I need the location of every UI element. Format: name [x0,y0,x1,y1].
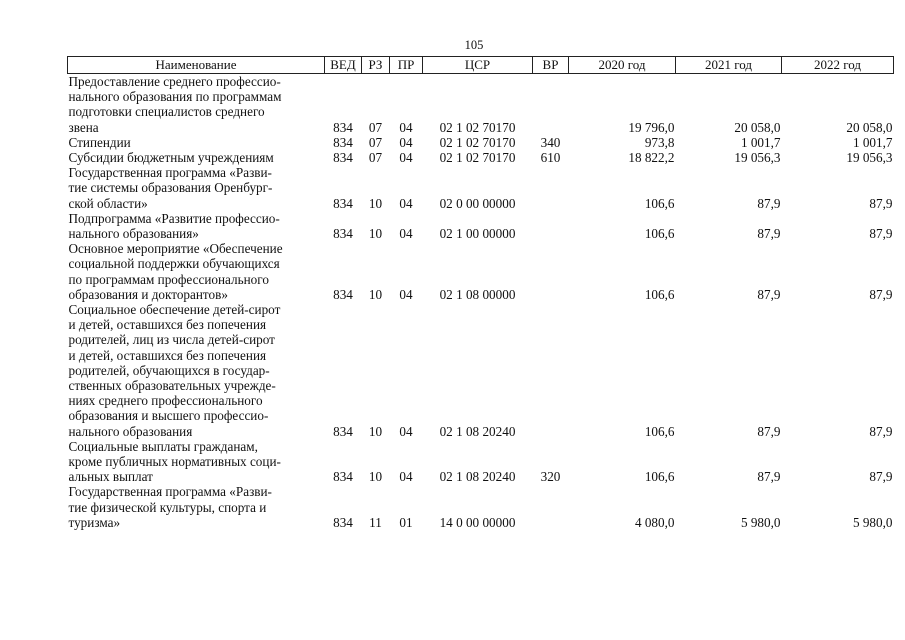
header-2021: 2021 год [676,57,782,74]
cell-rz: 07 [368,150,383,166]
table-row [68,165,894,211]
cell-ved: 834 [333,119,353,135]
cell-rz: 07 [368,134,383,150]
cell-2021: 1 001,7 [740,134,781,150]
name-line: Государственная программа «Разви- [68,484,272,500]
cell-vr: 320 [540,469,561,485]
cell-2022: 1 001,7 [852,134,893,150]
cell-2022: 5 980,0 [852,514,893,530]
cell-vr: 610 [540,150,561,166]
cell-vr [533,74,569,135]
cell-vr [533,211,569,241]
name-line: родителей, обучающихся в государ- [68,362,270,378]
cell-name [68,439,325,485]
cell-pr: 04 [399,423,413,439]
cell-rz: 10 [368,195,383,211]
cell-pr: 04 [399,134,413,150]
cell-csr: 14 0 00 00000 [439,514,516,530]
cell-2021: 87,9 [757,226,781,242]
name-line: туризма» [68,514,121,530]
cell-2022: 20 058,0 [846,119,893,135]
name-line: ской области» [68,195,148,211]
cell-name [68,165,325,211]
cell-ved: 834 [333,469,353,485]
cell-ved: 834 [333,286,353,302]
cell-csr: 02 1 08 20240 [439,469,516,485]
cell-name [68,74,325,135]
cell-csr: 02 1 00 00000 [439,226,516,242]
cell-2021: 87,9 [757,286,781,302]
table-header-row [68,57,894,74]
cell-ved: 834 [333,134,353,150]
cell-2020: 18 822,2 [628,150,675,166]
name-line: Стипендии [68,134,131,150]
cell-rz: 10 [368,226,383,242]
cell-2022: 87,9 [869,423,893,439]
name-line: звена [68,119,99,135]
cell-rz: 10 [368,423,383,439]
cell-rz: 07 [368,119,383,135]
cell-pr: 04 [399,226,413,242]
header-2022: 2022 год [782,57,894,74]
table-row [68,211,894,241]
cell-2020: 973,8 [644,134,675,150]
cell-2020: 106,6 [644,226,675,242]
table-row [68,484,894,530]
cell-2022: 87,9 [869,469,893,485]
name-line: тие физической культуры, спорта и [68,499,267,515]
cell-rz: 11 [369,514,382,530]
cell-vr [533,484,569,530]
cell-2021: 20 058,0 [734,119,781,135]
cell-2021: 19 056,3 [734,150,781,166]
name-line: образования и высшего профессио- [68,408,269,424]
cell-2022: 19 056,3 [846,150,893,166]
name-line: ственных образовательных учрежде- [68,378,276,394]
table-row [68,439,894,485]
cell-2022: 87,9 [869,195,893,211]
cell-2020: 106,6 [644,423,675,439]
cell-vr: 340 [540,134,561,150]
name-line: образования и докторантов» [68,286,228,302]
cell-rz: 10 [368,286,383,302]
table-body [68,74,894,531]
header-csr: ЦСР [423,57,533,74]
table-row [68,241,894,302]
cell-csr: 02 1 08 00000 [439,286,516,302]
name-line: социальной поддержки обучающихся [68,256,280,272]
cell-name [68,241,325,302]
cell-ved: 834 [333,226,353,242]
cell-2021: 87,9 [757,195,781,211]
cell-pr: 04 [399,286,413,302]
cell-vr [533,241,569,302]
cell-name [68,484,325,530]
cell-csr: 02 1 02 70170 [439,134,516,150]
name-line: и детей, оставшихся без попечения [68,317,267,333]
name-line: альных выплат [68,469,153,485]
name-line: по программам профессионального [68,271,269,287]
cell-2020: 19 796,0 [628,119,675,135]
name-line: нального образования по программам [68,89,282,105]
name-line: Социальные выплаты гражданам, [68,438,258,454]
cell-2021: 87,9 [757,469,781,485]
name-line: Государственная программа «Разви- [68,165,272,181]
cell-name [68,302,325,439]
name-line: кроме публичных нормативных соци- [68,454,281,470]
cell-pr: 04 [399,195,413,211]
cell-2020: 4 080,0 [634,514,675,530]
cell-name [68,135,325,150]
cell-ved: 834 [333,423,353,439]
cell-name [68,211,325,241]
cell-2020: 106,6 [644,469,675,485]
table-row [68,135,894,150]
name-line: Основное мероприятие «Обеспечение [68,241,283,257]
name-line: родителей, лиц из числа детей-сирот [68,332,275,348]
budget-table [67,56,894,530]
name-line: тие системы образования Оренбург- [68,180,273,196]
cell-csr: 02 1 02 70170 [439,119,516,135]
cell-csr: 02 0 00 00000 [439,195,516,211]
name-line: Подпрограмма «Развитие профессио- [68,210,280,226]
name-line: Социальное обеспечение детей-сирот [68,302,281,318]
cell-ved: 834 [333,514,353,530]
cell-vr [533,165,569,211]
cell-2022: 87,9 [869,286,893,302]
header-vr: ВР [533,57,569,74]
table-row [68,302,894,439]
cell-pr: 04 [399,150,413,166]
cell-ved: 834 [333,195,353,211]
cell-2020: 106,6 [644,195,675,211]
cell-csr: 02 1 02 70170 [439,150,516,166]
table-row [68,150,894,165]
name-line: подготовки специалистов среднего [68,104,265,120]
cell-pr: 04 [399,119,413,135]
cell-name [68,150,325,165]
header-rz: РЗ [362,57,390,74]
page-number: 105 [464,38,484,52]
name-line: и детей, оставшихся без попечения [68,347,267,363]
header-pr: ПР [390,57,423,74]
cell-pr: 04 [399,469,413,485]
header-ved: ВЕД [325,57,362,74]
cell-vr [533,302,569,439]
cell-ved: 834 [333,150,353,166]
cell-2020: 106,6 [644,286,675,302]
cell-2021: 5 980,0 [740,514,781,530]
cell-rz: 10 [368,469,383,485]
cell-pr: 01 [399,514,413,530]
name-line: нального образования» [68,226,199,242]
header-2020: 2020 год [569,57,676,74]
header-name: Наименование [68,57,325,74]
name-line: нального образования [68,423,193,439]
name-line: Предоставление среднего профессио- [68,74,281,89]
table-row [68,74,894,135]
cell-2021: 87,9 [757,423,781,439]
name-line: Субсидии бюджетным учреждениям [68,150,274,166]
cell-csr: 02 1 08 20240 [439,423,516,439]
name-line: ниях среднего профессионального [68,393,263,409]
cell-2022: 87,9 [869,226,893,242]
